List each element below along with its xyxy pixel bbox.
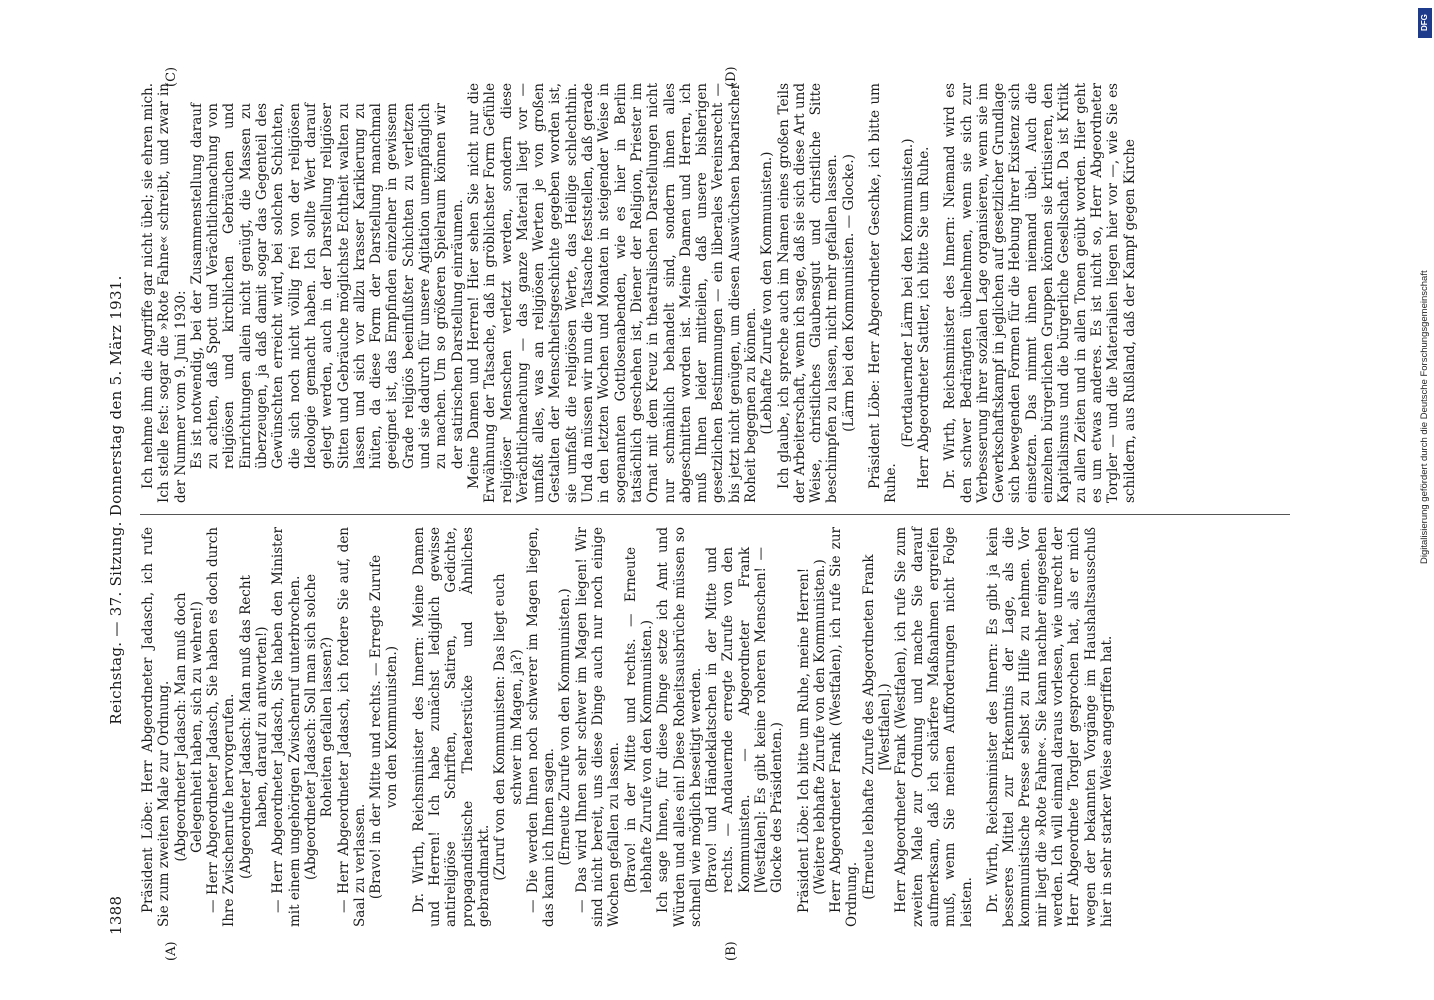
block-quote: Es ist notwendig, bei der Zusammenstellung darauf zu achten, daß Spott und Verächtlichmachung von religiösen und kirchlichen Gebräuchen und Einrichtungen allein nicht genügt, die Massen zu überzeugen, ja daß damit sogar das Gegenteil des Gewünschten erreicht wird, bei solchen Schichten, die sich noch nicht völlig frei von der religiösen Ideologie gemacht haben. Ich sollte Wert darauf gelegt werden, auch in der Darstellung religiöser Sitten und Gebräuche möglichste Echtheit walten zu lassen und sich vor allzu krasser Karikierung zu hüten, da diese Form der Darstellung manchmal geeignet ist, das Empfinden einzelner in gewissem Grade religiös beeinflußter Schichten zu verletzen und sie dadurch für unsere Agitation unempfänglich zu machen. Um so größeren Spielraum können wir der satirischen Darstellung einräumen. (188, 103, 466, 469)
interjection: (Abgeordneter Jadasch: Soll man sich solche Roheiten gefallen lassen?) (302, 573, 336, 881)
dfg-logo: DFG (1418, 8, 1432, 38)
paragraph: Ich glaube, ich spreche auch im Namen eines großen Teils der Arbeiterschaft, wenn ich sage, daß sie sich diese Art und Weise, christliches Glaubensgut und christliche Sitte beschimpfen zu lassen, nicht mehr gefallen lassen. (775, 83, 841, 503)
column-divider (140, 514, 1290, 515)
margin-mark-c: (C) (164, 66, 179, 87)
paragraph: — Herr Abgeordneter Jadasch, ich fordere Sie auf, den Saal zu verlassen. (335, 527, 368, 927)
interjection: (Lebhafte Zurufe von den Kommunisten.) (759, 151, 776, 435)
paragraph: — Die werden Ihnen noch schwerer im Magen liegen, das kann ich Ihnen sagen. (524, 527, 558, 927)
interjection: (Fortdauernder Lärm bei den Kommunisten.) (899, 138, 916, 448)
paragraph: Ich sage Ihnen, für diese Dinge setze ich Amt und Würden und alles ein! Diese Roheitsausbrüche müssen so schnell wie möglich beseitigt werden. (655, 527, 704, 927)
right-column (140, 83, 1138, 503)
paragraph: Ich nehme ihm die Angriffe gar nicht übel; sie ehren mich. Ich stelle fest: sogar die »Rote Fahne« schreibt, und zwar in der Nummer vom 9. Juni 1930: (140, 83, 189, 503)
interjection: (Bravo! und Händeklatschen in der Mitte und rechts. — Andauernde erregte Zurufe von den Kommunisten. — Abgeordneter Frank [Westfalen]: Es gibt keine roheren Menschen! — Glocke des Präsidenten.) (704, 547, 786, 893)
rotated-page (104, 65, 1314, 961)
running-title: Reichstag. — 37. Sitzung. Donnerstag den 5. März 1931. (107, 275, 125, 725)
paragraph: Herr Abgeordneter Sattler, ich bitte Sie um Ruhe. (915, 146, 932, 489)
interjection: (Lärm bei den Kommunisten. — Glocke.) (840, 154, 857, 432)
paragraph: Dr. Wirth, Reichsminister des Innern: Niemand wird es den schwer Bedrängten übelnehmen, wenn sie sich zur Verbesserung ihrer sozialen Lage organisieren, wenn sie im Gewerkschaftskampf in jeglichen auf gesetzlicher Grundlage sich bewegenden Formen für die Hebung ihrer Existenz sich einsetzen. Das nimmt ihnen niemand übel. Auch die einzelnen bürgerlichen Gruppen können sie kritisieren, den Kapitalismus und die bürgerliche Gesellschaft. Da ist Kritik zu allen Zeiten und in allen Tonen geübt worden. Hier geht es um etwas anderes. Es ist nicht so, Herr Abgeordneter Torgler — und die Materialien liegen hier vor —, wie Sie es schildern, aus Rußland, daß der Kampf gegen Kirche (942, 83, 1138, 503)
page-number: 1388 (107, 895, 125, 935)
paragraph: Dr. Wirth, Reichsminister des Innern: Es gibt ja kein besseres Mittel zur Erkenntnis der Lage, als die kommunistische Presse selbst zu Hilfe zu nehmen. Vor mir liegt die »Rote Fahne«. Sie kann nachher eingesehen werden. Ich will einmal daraus vorlesen, wie unrecht der Herr Abgeordnete Torgler gesprochen hat, als er mich wegen der bekannten Vorgänge im Haushaltsausschuß hier in sehr starker Weise angegriffen hat. (984, 527, 1115, 927)
paragraph: Meine Damen und Herren! Hier sehen Sie nicht nur die Erwähnung der Tatsache, daß in gröblichster Form Gefühle religiöser Menschen verletzt werden, sondern diese Verächtlichmachung — das ganze Material liegt vor — umfaßt alles, was an religiösen Werten je von großen Gestalten der Menschheitsgeschichte gegeben worden ist, sie umfaßt die religiösen Werte, das Heilige schlechthin. Und da müssen wir nun die Tatsache feststellen, daß gerade in den letzten Wochen und Monaten in steigender Weise in sogenannten Gottlosenabenden, wie es hier in Berlin tatsächlich geschehen ist, Diener der Religion, Priester im Ornat mit dem Kreuz in theatralischen Darstellungen nicht nur schmählich behandelt sind, sondern ihnen alles abgeschnitten worden ist. Meine Damen und Herren, ich muß Ihnen leider mitteilen, daß unsere bisherigen gesetzlichen Bestimmungen — ein liberales Vereinsrecht — bis jetzt nicht genügen, um diesen Auswüchsen barbarischer Roheit begegnen zu können. (465, 83, 759, 503)
interjection: (Bravo! in der Mitte und rechts. — Erneute lebhafte Zurufe von den Kommunisten.) (622, 547, 655, 893)
margin-mark-b: (B) (724, 941, 739, 961)
paragraph: Präsident Löbe: Herr Abgeordneter Geschke, ich bitte um Ruhe. (867, 83, 900, 503)
credit-text: Digitalisierung gefördert durch die Deutsche Forschungsgemeinschaft (1419, 270, 1430, 564)
interjection: (Erneute Zurufe von den Kommunisten.) (557, 588, 574, 866)
paragraph: — Das wird Ihnen sehr schwer im Magen liegen! Wir sind nicht bereit, uns diese Dinge auch nur noch einige Wochen gefallen zu lassen. (573, 527, 623, 927)
paragraph: — Herr Abgeordneter Jadasch, Sie haben es doch durch Ihre Zwischenrufe hervorgerufen. (205, 527, 238, 927)
interjection: (Abgeordneter Jadasch: Man muß doch Gelegenheit haben, sich zu wehren!) (172, 592, 205, 862)
interjection: (Abgeordneter Jadasch: Man muß das Recht haben, darauf zu antworten!) (237, 575, 271, 879)
interjection: (Zuruf von den Kommunisten: Das liegt euch schwer im Magen, ja?) (492, 573, 525, 881)
interjection: (Erneute lebhafte Zurufe des Abgeordneten Frank [Westfalen].) (860, 554, 894, 900)
margin-mark-d: (D) (724, 66, 739, 87)
interjection: (Weitere lebhafte Zurufe von den Kommunisten.) (811, 559, 828, 895)
paragraph: Präsident Löbe: Ich bitte um Ruhe, meine Herren! (795, 567, 812, 913)
paragraph: Herr Abgeordneter Frank (Westfalen), ich rufe Sie zum zweiten Male zur Ordnung und mache Sie darauf aufmerksam, daß ich schärfere Maßnahmen ergreifen muß, wenn Sie meinen Aufforderungen nicht Folge leisten. (893, 527, 975, 927)
paragraph: Dr. Wirth, Reichsminister des Innern: Meine Damen und Herren! Ich habe zunächst lediglich gewisse antireligiöse Schriften, Satiren, Gedichte, propagandistische Theaterstücke und Ähnliches gebrandmarkt. (410, 527, 492, 927)
paragraph: Herr Abgeordneter Frank (Westfalen), ich rufe Sie zur Ordnung. (828, 527, 861, 927)
interjection: (Bravo! in der Mitte und rechts. — Erregte Zurufe von den Kommunisten.) (368, 554, 401, 900)
digitization-credit (1418, 8, 1432, 992)
paragraph: Präsident Löbe: Herr Abgeordneter Jadasch, ich rufe Sie zum zweiten Male zur Ordnung. (140, 527, 173, 927)
left-column (140, 527, 1115, 927)
paragraph: — Herr Abgeordneter Jadasch, Sie haben den Minister mit einem ungehörigen Zwischenruf unterbrochen. (270, 527, 303, 927)
page-header (104, 65, 128, 935)
margin-mark-a: (A) (164, 941, 179, 961)
